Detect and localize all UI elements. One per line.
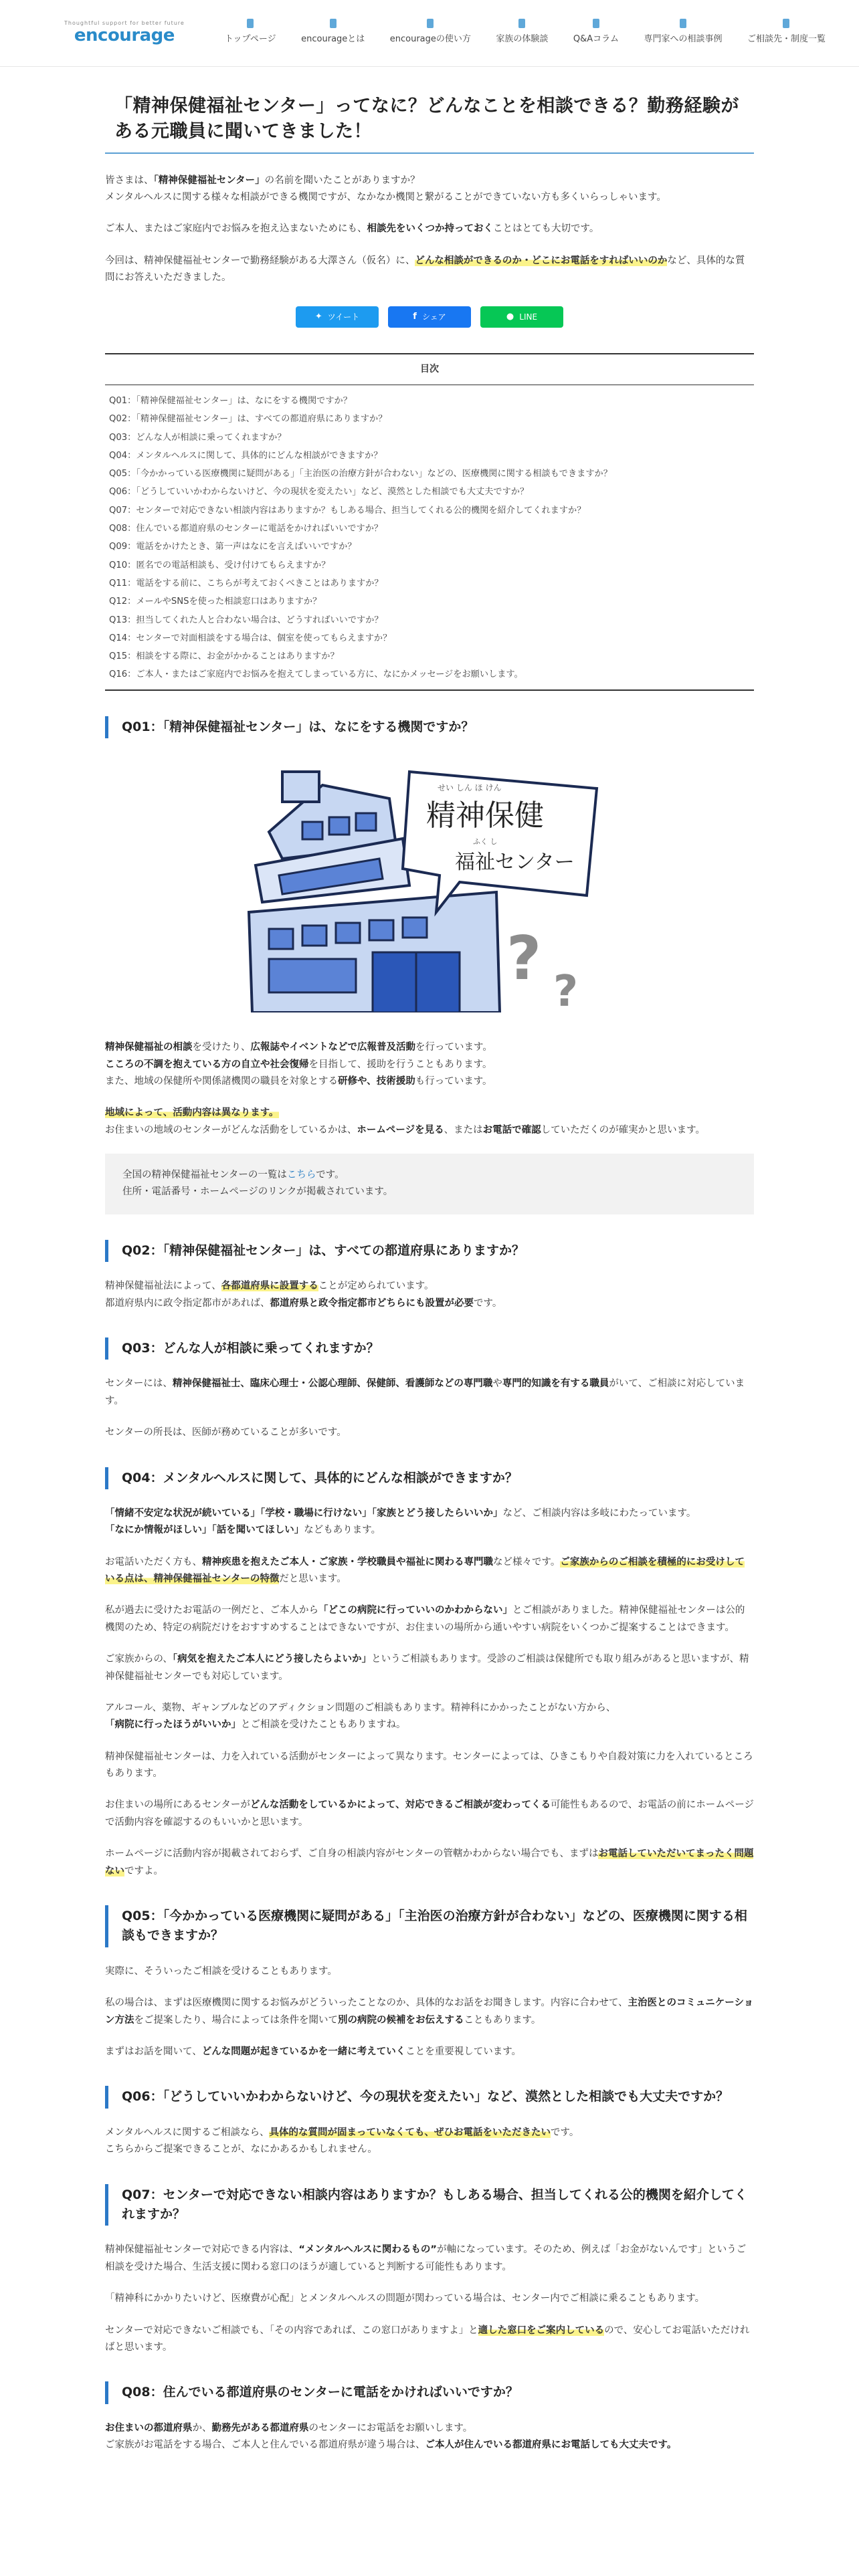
- toc-item-q01[interactable]: Q01：「精神保健福祉センター」は、なにをする機関ですか？: [109, 395, 352, 406]
- toc-item-q09[interactable]: Q09：電話をかけたとき、第一声はなにを言えばいいですか？: [109, 542, 357, 552]
- nav-label: トップページ: [224, 34, 276, 45]
- svg-text:?: ?: [553, 967, 579, 1013]
- q01-paragraph-2: 地域によって、活動内容は異なります。 お住まいの地域のセンターがどんな活動をしているかは、ホームページを見る、またはお電話で確認していただくのが確実かと思います。: [105, 1107, 705, 1136]
- q04-heading: Q04：メンタルヘルスに関して、具体的にどんな相談ができますか？: [105, 1467, 754, 1489]
- q04-paragraph-4: ご家族からの、「病気を抱えたご本人にどう接したらよいか」というご相談もあります。受診のご相談は保健所でも取り組みがあると思いますが、精神保健福祉センターでも対応しています。: [105, 1654, 749, 1682]
- q06-heading: Q06：「どうしていいかわからないけど、今の現状を変えたい」など、漠然とした相談でも大丈夫ですか？: [105, 2086, 754, 2108]
- q04-paragraph-8: ホームページに活動内容が掲載されておらず、ご自身の相談内容がセンターの管轄かわからない場合でも、まずはお電話していただいてまったく問題ないですよ。: [105, 1848, 754, 1876]
- nav-item-top[interactable]: [225, 19, 276, 47]
- toc-item-q07[interactable]: Q07：センターで対応できない相談内容はありますか？もしある場合、担当してくれる公的機関を紹介してくれますか？: [109, 505, 586, 516]
- q05-paragraph-2: 私の場合は、まずは医療機関に関するお悩みがどういったことなのか、具体的なお話をお聞きします。内容に合わせて、主治医とのコミュニケーション方法をご提案したり、場合によっては条件を聞いて別の病院の候補をお伝えすることもあります。: [105, 1998, 754, 2026]
- q04-paragraph-6: 精神保健福祉センターは、力を入れている活動がセンターによって異なります。センターによっては、ひきこもりや自殺対策に力を入れているところもあります。: [105, 1751, 753, 1780]
- q08-paragraph-1: お住まいの都道府県か、勤務先がある都道府県のセンターにお電話をお願いします。 ご家族がお電話をする場合、ご本人と住んでいる都道府県が違う場合は、ご本人が住んでいる都道府県にお電話しても大丈夫です。: [105, 2422, 677, 2451]
- q02-heading: Q02：「精神保健福祉センター」は、すべての都道府県にありますか？: [105, 1240, 754, 1262]
- share-buttons: [105, 306, 754, 328]
- toc-item-q12[interactable]: Q12：メールやSNSを使った相談窓口はありますか？: [109, 597, 322, 607]
- nav-label: 家族の体験談: [496, 34, 549, 45]
- twitter-bird-icon: ✦: [314, 312, 322, 322]
- nav-label: encourageの使い方: [389, 34, 471, 45]
- q07-paragraph-3: センターで対応できないご相談でも、「その内容であれば、この窓口がありますよ」と適した窓口をご案内しているので、安心してお電話いただければと思います。: [105, 2325, 750, 2353]
- q06-paragraph-1: メンタルヘルスに関するご相談なら、具体的な質問が固まっていなくても、ぜひお電話をいただきたいです。 こちらからご提案できることが、なにかあるかもしれません。: [105, 2127, 579, 2155]
- nav-item-resources[interactable]: [747, 19, 826, 47]
- nav-marker-icon: [783, 19, 789, 28]
- nav-item-howto[interactable]: [390, 19, 471, 47]
- question-mark-icon: [506, 924, 578, 1012]
- logo-tagline: Thoughtful support for better future: [64, 20, 185, 27]
- article: [105, 67, 754, 2454]
- nav-marker-icon: [330, 19, 337, 28]
- svg-text:?: ?: [506, 924, 542, 994]
- nav-label: encourageとは: [301, 34, 365, 45]
- toc-item-q10[interactable]: Q10：匿名での電話相談も、受け付けてもらえますか？: [109, 560, 330, 570]
- nav-marker-icon: [680, 19, 686, 28]
- svg-text:せい しん ほ けん: せい しん ほ けん: [438, 783, 502, 793]
- q07-heading: Q07：センターで対応できない相談内容はありますか？もしある場合、担当してくれる公的機関を紹介してくれますか？: [105, 2184, 754, 2226]
- facebook-share-button[interactable]: f シェア: [388, 306, 471, 328]
- twitter-share-button[interactable]: ✦ ツイート: [296, 306, 379, 328]
- q04-paragraph-5: アルコール、薬物、ギャンブルなどのアディクション問題のご相談もあります。精神科にかかったことがない方から、 「病院に行ったほうがいいか」とご相談を受けたこともありますね。: [105, 1702, 616, 1731]
- toc-title: 目次: [105, 354, 754, 385]
- table-of-contents: [105, 353, 754, 690]
- toc-item-q02[interactable]: Q02：「精神保健福祉センター」は、すべての都道府県にありますか？: [109, 414, 387, 425]
- toc-item-q06[interactable]: Q06：「どうしていいかわからないけど、今の現状を変えたい」など、漠然とした相談でも大丈夫ですか？: [109, 487, 529, 498]
- toc-item-q05[interactable]: Q05：「今かかっている医療機関に疑問がある」「主治医の治療方針が合わない」などの、医療機関に関する相談もできますか？: [109, 469, 612, 479]
- line-bubble-icon: ●: [506, 312, 514, 322]
- q01-paragraph-1: 精神保健福祉の相談を受けたり、広報誌やイベントなどで広報普及活動を行っています。 こころの不調を抱えている方の自立や社会復帰を目指して、援助を行うこともあります。 また、地域の保健所や関係諸機関の職員を対象とする研修や、技術援助も行っています。: [105, 1042, 492, 1087]
- nav-label: 専門家への相談事例: [644, 34, 723, 45]
- global-nav: [225, 19, 826, 47]
- site-logo[interactable]: [64, 21, 185, 45]
- svg-text:福祉センター: 福祉センター: [455, 851, 575, 875]
- nav-item-family-stories[interactable]: [496, 19, 548, 47]
- toc-item-q15[interactable]: Q15：相談をする際に、お金がかかることはありますか？: [109, 651, 339, 662]
- center-list-link[interactable]: こちら: [286, 1170, 316, 1181]
- q07-paragraph-2: 「精神科にかかりたいけど、医療費が心配」とメンタルヘルスの問題が関わっている場合は、センター内でご相談に乗ることもあります。: [105, 2293, 705, 2304]
- q02-paragraph-1: 精神保健福祉法によって、各都道府県に設置することが定められています。 都道府県内に政令指定都市があれば、都道府県と政令指定都市どちらにも設置が必要です。: [105, 1281, 502, 1309]
- q01-heading: Q01：「精神保健福祉センター」は、なにをする機関ですか？: [105, 716, 754, 738]
- q05-heading: Q05：「今かかっている医療機関に疑問がある」「主治医の治療方針が合わない」などの、医療機関に関する相談もできますか？: [105, 1905, 754, 1947]
- q03-paragraph-1: センターには、精神保健福祉士、臨床心理士・公認心理師、保健師、看護師などの専門職や専門的知識を有する職員がいて、ご相談に対応しています。: [105, 1378, 745, 1406]
- toc-item-q16[interactable]: Q16：ご本人・またはご家庭内でお悩みを抱えてしまっている方に、なにかメッセージをお願いします。: [109, 669, 523, 680]
- toc-item-q08[interactable]: Q08：住んでいる都道府県のセンターに電話をかければいいですか？: [109, 524, 383, 534]
- q05-paragraph-1: 実際に、そういったご相談を受けることもあります。: [105, 1965, 337, 1977]
- site-header: [0, 0, 859, 67]
- logo-wordmark: encourage: [74, 25, 175, 46]
- intro-paragraph-3: 今回は、精神保健福祉センターで勤務経験がある大澤さん（仮名）に、どんな相談ができるのか・どこにお電話をすればいいのかなど、具体的な質問にお答えいただきました。: [105, 255, 745, 284]
- q08-heading: Q08：住んでいる都道府県のセンターに電話をかければいいですか？: [105, 2381, 754, 2403]
- nav-item-about[interactable]: [301, 19, 365, 47]
- nav-item-qa-column[interactable]: [573, 19, 619, 47]
- toc-item-q13[interactable]: Q13：担当してくれた人と合わない場合は、どうすればいいですか？: [109, 615, 383, 625]
- q05-paragraph-3: まずはお話を聞いて、どんな問題が起きているかを一緒に考えていくことを重要視しています。: [105, 2046, 522, 2057]
- toc-list: [105, 385, 754, 689]
- nav-label: ご相談先・制度一覧: [747, 34, 826, 45]
- page-title: 「精神保健福祉センター」ってなに？どんなことを相談できる？勤務経験がある元職員に聞いてきました！: [105, 70, 754, 154]
- nav-marker-icon: [427, 19, 434, 28]
- speech-bubble-sign: [403, 772, 597, 912]
- line-share-button[interactable]: ● LINE: [480, 306, 563, 328]
- toc-item-q03[interactable]: Q03：どんな人が相談に乗ってくれますか？: [109, 432, 286, 443]
- q03-paragraph-2: センターの所長は、医師が務めていることが多いです。: [105, 1427, 347, 1438]
- q03-heading: Q03：どんな人が相談に乗ってくれますか？: [105, 1337, 754, 1360]
- facebook-f-icon: f: [413, 312, 417, 322]
- toc-item-q14[interactable]: Q14：センターで対面相談をする場合は、個室を使ってもらえますか？: [109, 633, 392, 643]
- nav-marker-icon: [518, 19, 525, 28]
- center-list-note: 全国の精神保健福祉センターの一覧はこちらです。 住所・電話番号・ホームページのリンクが掲載されています。: [105, 1154, 754, 1214]
- nav-item-expert-cases[interactable]: [644, 19, 722, 47]
- toc-item-q04[interactable]: Q04：メンタルヘルスに関して、具体的にどんな相談ができますか？: [109, 450, 383, 461]
- nav-label: Q&Aコラム: [573, 34, 619, 45]
- intro-paragraph-2: ご本人、またはご家庭内でお悩みを抱え込まないためにも、相談先をいくつか持っておくことはとても大切です。: [105, 223, 599, 235]
- svg-text:精神保健: 精神保健: [426, 798, 544, 833]
- nav-marker-icon: [593, 19, 599, 28]
- q07-paragraph-1: 精神保健福祉センターで対応できる内容は、“メンタルヘルスに関わるもの”が軸になっています。そのため、例えば「お金がないんです」というご相談を受けた場合、生活支援に関わる窓口のほうが適していると判断する可能性もあります。: [105, 2244, 747, 2272]
- center-building-illustration: [242, 758, 617, 1012]
- q04-paragraph-3: 私が過去に受けたお電話の一例だと、ご本人から「どこの病院に行っていいのかわからない」とご相談がありました。精神保健福祉センターは公的機関のため、特定の病院だけをおすすめすることはできないですが、お住まいの場所から通いやすい病院をいくつかご提案することはできます。: [105, 1605, 745, 1633]
- svg-text:ふく し: ふく し: [473, 837, 498, 847]
- toc-item-q11[interactable]: Q11：電話をする前に、こちらが考えておくべきことはありますか？: [109, 578, 383, 588]
- nav-marker-icon: [247, 19, 254, 28]
- q04-paragraph-1: 「情緒不安定な状況が続いている」「学校・職場に行けない」「家族とどう接したらいいか」など、ご相談内容は多岐にわたっています。 「なにか情報がほしい」「話を聞いてほしい」などもあります。: [105, 1507, 696, 1536]
- intro-paragraph-1: 皆さまは、「精神保健福祉センター」の名前を聞いたことがありますか？ メンタルヘルスに関する様々な相談ができる機関ですが、なかなか機関と繋がることができていない方も多くいらっしゃいます。: [105, 175, 666, 203]
- q04-paragraph-2: お電話いただく方も、精神疾患を抱えたご本人・ご家族・学校職員や福祉に関わる専門職など様々です。ご家族からのご相談を積極的にお受けしている点は、精神保健福祉センターの特徴だと思います。: [105, 1556, 745, 1585]
- q04-paragraph-7: お住まいの場所にあるセンターがどんな活動をしているかによって、対応できるご相談が変わってくる可能性もあるので、お電話の前にホームページで活動内容を確認するのもいいかと思います。: [105, 1800, 754, 1828]
